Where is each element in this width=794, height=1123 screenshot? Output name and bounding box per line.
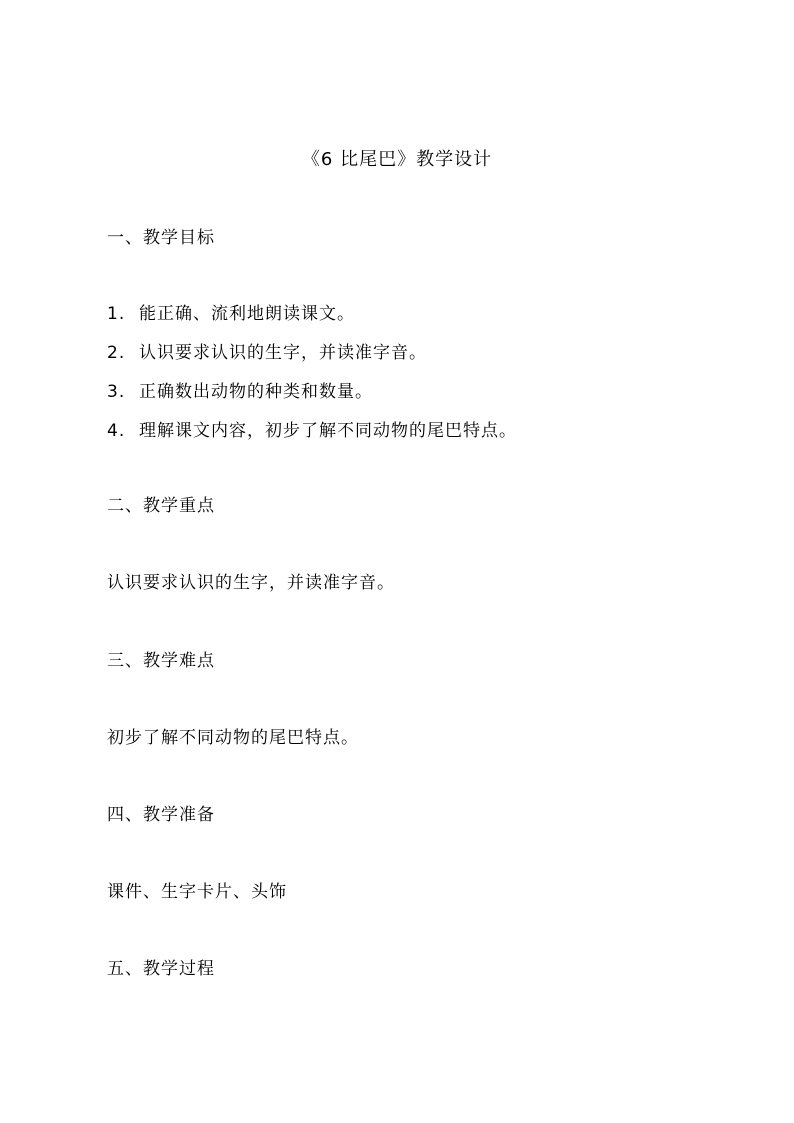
objective-text: 能正确、流利地朗读课文。: [139, 304, 355, 324]
section-body-difficulties: 初步了解不同动物的尾巴特点。: [107, 728, 359, 748]
objective-text: 理解课文内容，初步了解不同动物的尾巴特点。: [139, 421, 517, 441]
section-body-key-points: 认识要求认识的生字，并读准字音。: [107, 573, 395, 593]
objective-item: [107, 302, 355, 326]
objective-number: 1.: [107, 304, 126, 324]
objective-text: 认识要求认识的生字，并读准字音。: [139, 343, 427, 363]
section-heading-preparation: 四、教学准备: [107, 805, 215, 825]
objective-item: [107, 419, 517, 443]
objective-number: 4.: [107, 421, 126, 441]
objective-item: [107, 341, 427, 365]
objective-text: 正确数出动物的种类和数量。: [139, 382, 373, 402]
document-title: 《6 比尾巴》教学设计: [301, 149, 493, 170]
section-heading-difficulties: 三、教学难点: [107, 651, 215, 671]
section-heading-objectives: 一、教学目标: [107, 228, 215, 248]
objective-item: [107, 380, 373, 404]
objective-number: 3.: [107, 382, 126, 402]
section-body-preparation: 课件、生字卡片、头饰: [107, 882, 287, 902]
objective-number: 2.: [107, 343, 126, 363]
section-heading-key-points: 二、教学重点: [107, 496, 215, 516]
section-heading-process: 五、教学过程: [107, 959, 215, 979]
